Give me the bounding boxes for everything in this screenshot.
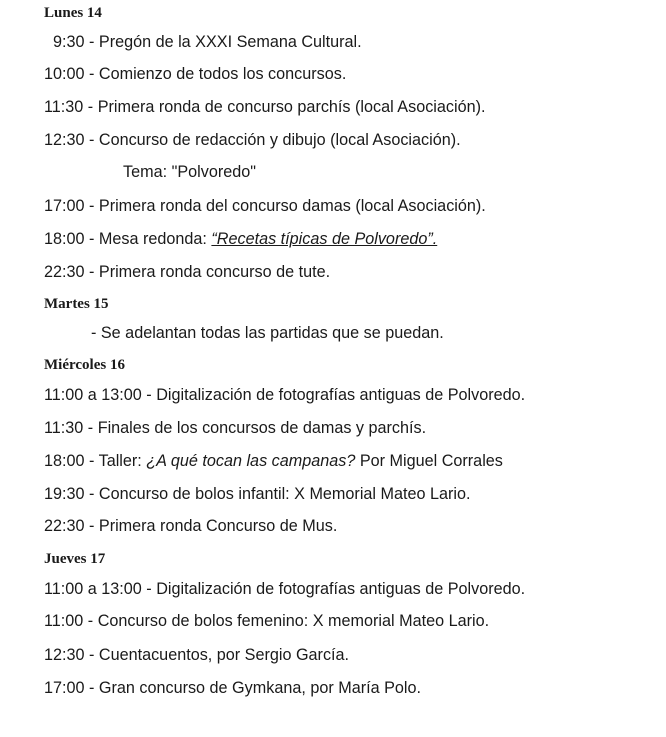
event-line: 11:00 - Concurso de bolos femenino: X memorial Mateo Lario. [44, 612, 490, 630]
event-line: 22:30 - Primera ronda Concurso de Mus. [44, 517, 338, 535]
event-line: 11:30 - Primera ronda de concurso parchís (local Asociación). [44, 98, 486, 116]
event-line: 11:00 a 13:00 - Digitalización de fotografías antiguas de Polvoredo. [44, 580, 526, 598]
event-line: - Se adelantan todas las partidas que se puedan. [91, 324, 444, 342]
event-line-prefix: 18:00 - Mesa redonda: [44, 230, 212, 248]
event-line: 11:30 - Finales de los concursos de damas y parchís. [44, 419, 427, 437]
day-heading-martes: Martes 15 [44, 296, 109, 312]
event-line: 9:30 - Pregón de la XXXI Semana Cultural. [53, 33, 362, 51]
event-line: 22:30 - Primera ronda concurso de tute. [44, 263, 331, 281]
event-line: 17:00 - Primera ronda del concurso damas (local Asociación). [44, 197, 486, 215]
event-line: 11:00 a 13:00 - Digitalización de fotografías antiguas de Polvoredo. [44, 386, 526, 404]
day-heading-lunes: Lunes 14 [44, 5, 102, 21]
event-line: 12:30 - Concurso de redacción y dibujo (local Asociación). [44, 131, 461, 149]
event-line: 19:30 - Concurso de bolos infantil: X Memorial Mateo Lario. [44, 485, 471, 503]
event-line: 10:00 - Comienzo de todos los concursos. [44, 65, 347, 83]
event-line: 12:30 - Cuentacuentos, por Sergio García. [44, 646, 350, 664]
day-heading-miercoles: Miércoles 16 [44, 357, 125, 373]
event-line [44, 451, 503, 471]
event-title-emphasis: ¿A qué tocan las campanas? [146, 452, 356, 470]
event-theme-line: Tema: "Polvoredo" [123, 163, 256, 181]
event-line-prefix: 18:00 - Taller: [44, 452, 147, 470]
event-line-suffix: Por Miguel Corrales [355, 452, 503, 470]
event-line [44, 229, 437, 249]
event-title-emphasis: “Recetas típicas de Polvoredo”. [211, 230, 438, 248]
event-line: 17:00 - Gran concurso de Gymkana, por María Polo. [44, 679, 421, 697]
day-heading-jueves: Jueves 17 [44, 551, 106, 567]
